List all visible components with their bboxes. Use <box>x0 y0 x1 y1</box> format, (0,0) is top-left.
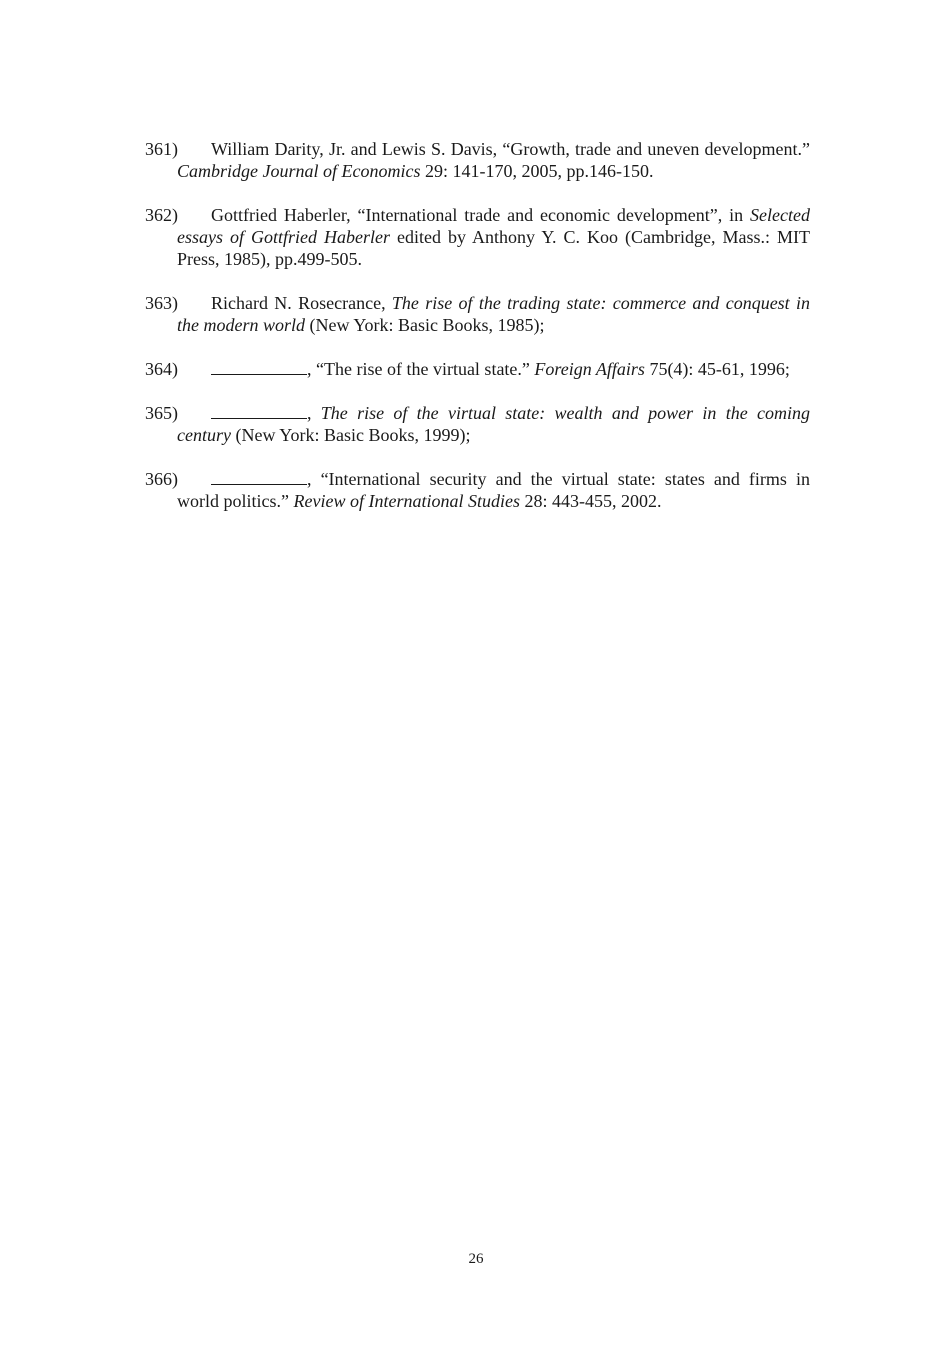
reference-text: 28: 443-455, 2002. <box>519 491 662 511</box>
reference-entry <box>145 402 810 446</box>
reference-entry <box>145 204 810 270</box>
reference-entry <box>145 292 810 336</box>
reference-text: , “International security and the virtual state: states and firms in world politics.” <box>177 469 810 511</box>
reference-entry <box>145 358 810 380</box>
reference-entry <box>145 468 810 512</box>
reference-text: 75(4): 45-61, 1996; <box>644 359 790 379</box>
reference-title-italic: The rise of the trading state: commerce and conquest in the modern world <box>177 293 811 335</box>
reference-title-italic: Cambridge Journal of Economics <box>177 161 421 181</box>
reference-text: (New York: Basic Books, 1999); <box>230 425 471 445</box>
ditto-author-line <box>211 470 307 485</box>
reference-title-italic: Selected essays of Gottfried Haberler <box>177 205 810 247</box>
reference-number: 363) <box>145 293 178 313</box>
reference-number: 361) <box>145 139 178 159</box>
reference-number: 364) <box>145 359 178 379</box>
ditto-author-line <box>211 404 307 419</box>
page-number: 26 <box>468 1251 484 1267</box>
reference-text: (New York: Basic Books, 1985); <box>305 315 545 335</box>
reference-title-italic: Foreign Affairs <box>534 359 645 379</box>
reference-entry <box>145 138 810 182</box>
reference-title-italic: The rise of the virtual state: wealth and power in the coming century <box>177 403 810 445</box>
reference-list <box>145 138 810 534</box>
reference-text: , “The rise of the virtual state.” <box>307 359 535 379</box>
reference-title-italic: Review of International Studies <box>293 491 520 511</box>
reference-number: 365) <box>145 403 178 423</box>
reference-text: Gottfried Haberler, “International trade and economic development”, in <box>211 205 751 225</box>
reference-text: edited by Anthony Y. C. Koo (Cambridge, Mass.: MIT Press, 1985), pp.499-505. <box>177 227 811 269</box>
ditto-author-line <box>211 360 307 375</box>
reference-number: 366) <box>145 469 178 489</box>
reference-text: William Darity, Jr. and Lewis S. Davis, “Growth, trade and uneven development.” <box>211 139 810 159</box>
reference-text: , <box>307 403 321 423</box>
reference-number: 362) <box>145 205 178 225</box>
reference-text: Richard N. Rosecrance, <box>211 293 392 313</box>
reference-text: 29: 141-170, 2005, pp.146-150. <box>420 161 654 181</box>
